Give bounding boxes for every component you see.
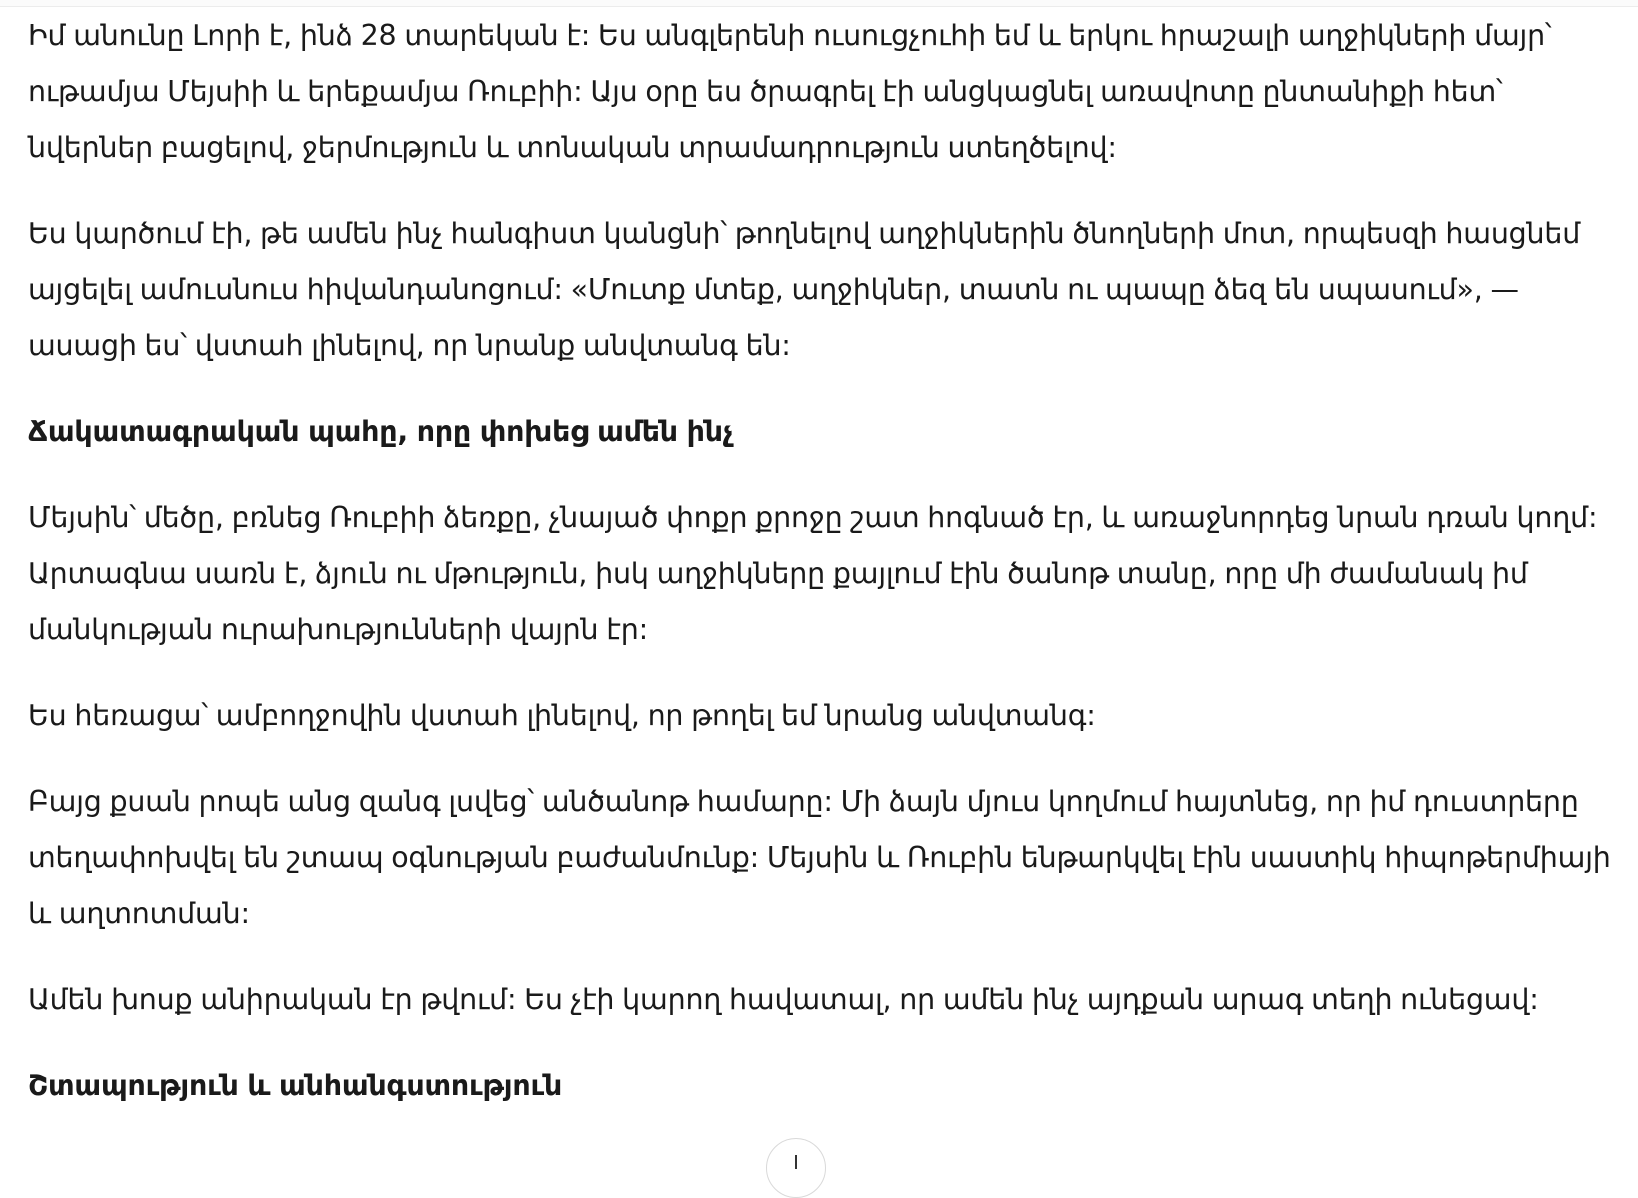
section-heading-fateful-moment: Ճակատագրական պահը, որը փոխեց ամեն ինչ [28, 415, 734, 448]
article-body [28, 8, 1613, 1144]
paragraph-phone-call: Բայց քսան րոպե անց զանգ լսվեց՝ անծանոթ համարը: Մի ձայն մյուս կողմում հայտնեց, որ իմ դուստրերը տեղափոխվել են շտապ օգնության բաժանմունք: Մեյսին և Ռուբին ենթարկվել էին սաստիկ հիպոթերմիայի և աղտոտման: [28, 785, 1611, 930]
paragraph-leaving-girls: Ես կարծում էի, թե ամեն ինչ հանգիստ կանցնի՝ թողնելով աղջիկներին ծնողների մոտ, որպեսզի հասցնեմ այցելել ամուսնուս հիվանդանոցում: «Մուտք մտեք, աղջիկներ, տատն ու պապը ձեզ են սպասում», — ասացի ես՝ վստահ լինելով, որ նրանք անվտանգ են: [28, 217, 1581, 362]
paragraph-unreal: Ամեն խոսք անիրական էր թվում: Ես չէի կարող հավատալ, որ ամեն ինչ այդքան արագ տեղի ունեցավ: [28, 983, 1539, 1016]
top-divider [0, 0, 1638, 7]
paragraph-intro: Իմ անունը Լորի է, ինձ 28 տարեկան է: Ես անգլերենի ուսուցչուհի եմ և երկու հրաշալի աղջիկների մայր՝ ութամյա Մեյսիի և երեքամյա Ռուբիի: Այս օրը ես ծրագրել էի անցկացնել առավոտը ընտանիքի հետ՝ նվերներ բացելով, ջերմություն և տոնական տրամադրություն ստեղծելով: [28, 19, 1552, 164]
arrow-down-icon [795, 1155, 797, 1169]
section-heading-urgency: Շտապություն և անհանգստություն [28, 1069, 563, 1102]
paragraph-maisie-ruby: Մեյսին՝ մեծը, բռնեց Ռուբիի ձեռքը, չնայած փոքր քրոջը շատ հոգնած էր, և առաջնորդեց նրան դռան կողմ: Արտագնա սառն է, ձյուն ու մթություն, իսկ աղջիկները քայլում էին ծանոթ տանը, որը մի ժամանակ իմ մանկության ուրախությունների վայրն էր: [28, 501, 1598, 646]
paragraph-left-safe: Ես հեռացա՝ ամբողջովին վստահ լինելով, որ թողել եմ նրանց անվտանգ: [28, 699, 1096, 732]
scroll-down-button[interactable] [766, 1138, 826, 1198]
